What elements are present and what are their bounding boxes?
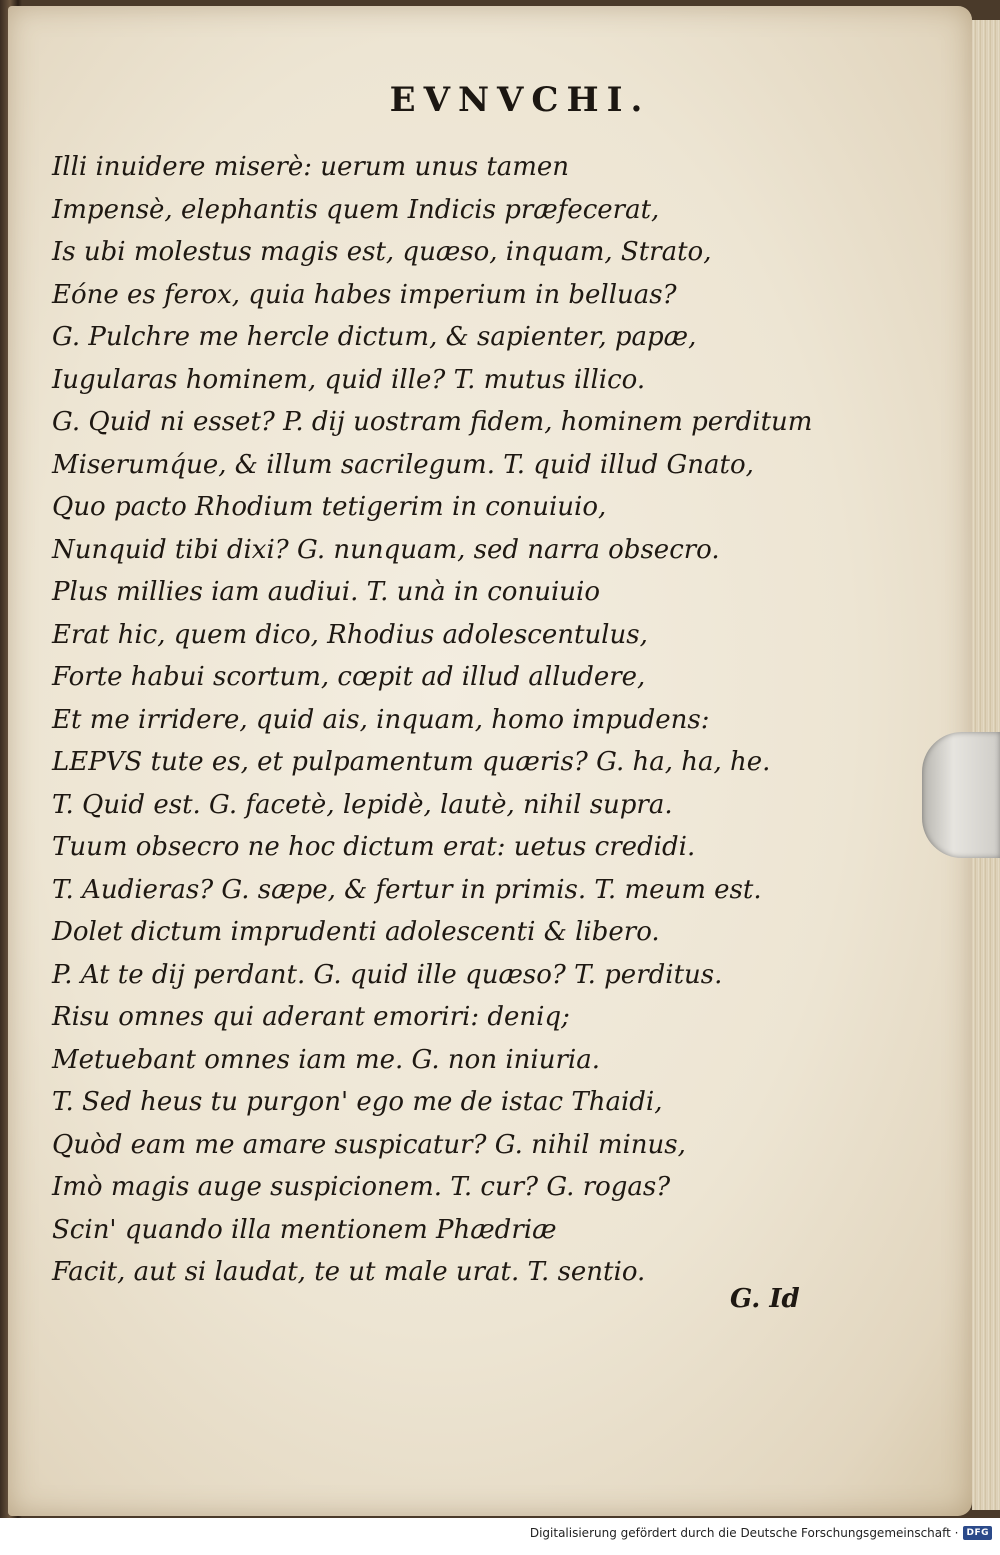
verse-block (52, 146, 812, 1294)
verse-line: Facit, aut si laudat, te ut male urat. T. sentio. (52, 1257, 646, 1287)
verse-line: T. Quid est. G. facetè, lepidè, lautè, nihil supra. (52, 789, 673, 820)
verse-line: T. Sed heus tu purgon' ego me de istac Thaidi, (52, 1087, 663, 1117)
funding-credit (530, 1526, 992, 1540)
verse-line: Impensè, elephantis quem Indicis præfecerat, (52, 194, 660, 225)
catchword: G. Id (730, 1284, 800, 1314)
verse-line: Eóne es ferox, quia habes imperium in belluas? (52, 279, 677, 310)
verse-line: Dolet dictum imprudenti adolescenti & libero. (52, 917, 660, 947)
verse-line: Tuum obsecro ne hoc dictum erat: uetus credidi. (52, 832, 696, 862)
verse-line: Metuebant omnes iam me. G. non iniuria. (52, 1044, 600, 1075)
verse-line: T. Audieras? G. sæpe, & fertur in primis. T. meum est. (52, 874, 762, 905)
verse-line: LEPVS tute es, et pulpamentum quæris? G. ha, ha, he. (52, 747, 771, 777)
verse-line: Is ubi molestus magis est, quæso, inquam, Strato, (52, 237, 712, 267)
page-clip (922, 732, 1000, 858)
verse-line: Miserumq́ue, & illum sacrilegum. T. quid illud Gnato, (52, 449, 754, 480)
verse-line: Nunquid tibi dixi? G. nunquam, sed narra obsecro. (52, 534, 720, 565)
verse-line: Forte habui scortum, cœpit ad illud alludere, (52, 662, 646, 692)
verse-line: Iugularas hominem, quid ille? T. mutus illico. (52, 364, 646, 395)
verse-line: Quòd eam me amare suspicatur? G. nihil minus, (52, 1129, 686, 1160)
verse-line: Quo pacto Rhodium tetigerim in conuiuio, (52, 492, 607, 522)
verse-line: Erat hic, quem dico, Rhodius adolescentulus, (52, 619, 648, 650)
verse-line: Et me irridere, quid ais, inquam, homo impudens: (52, 704, 710, 735)
verse-line: G. Quid ni esset? P. dij uostram fidem, hominem perditum (52, 407, 813, 437)
verse-line: Plus millies iam audiui. T. unà in conuiuio (52, 577, 600, 607)
verse-line: G. Pulchre me hercle dictum, & sapienter, papæ, (52, 322, 697, 352)
funding-text: Digitalisierung gefördert durch die Deutsche Forschungsgemeinschaft · (529, 1526, 959, 1540)
verse-line: P. At te dij perdant. G. quid ille quæso? T. perditus. (52, 959, 723, 990)
running-head: EVNVCHI. (389, 80, 651, 120)
dfg-logo-icon: DFG (963, 1526, 992, 1540)
book-page (8, 6, 972, 1516)
verse-line: Illi inuidere miserè: uerum unus tamen (52, 152, 570, 182)
verse-line: Imò magis auge suspicionem. T. cur? G. rogas? (52, 1172, 671, 1202)
verse-line: Risu omnes qui aderant emoriri: deniq; (52, 1002, 570, 1032)
verse-line: Scin' quando illa mentionem Phædriæ (52, 1214, 557, 1245)
